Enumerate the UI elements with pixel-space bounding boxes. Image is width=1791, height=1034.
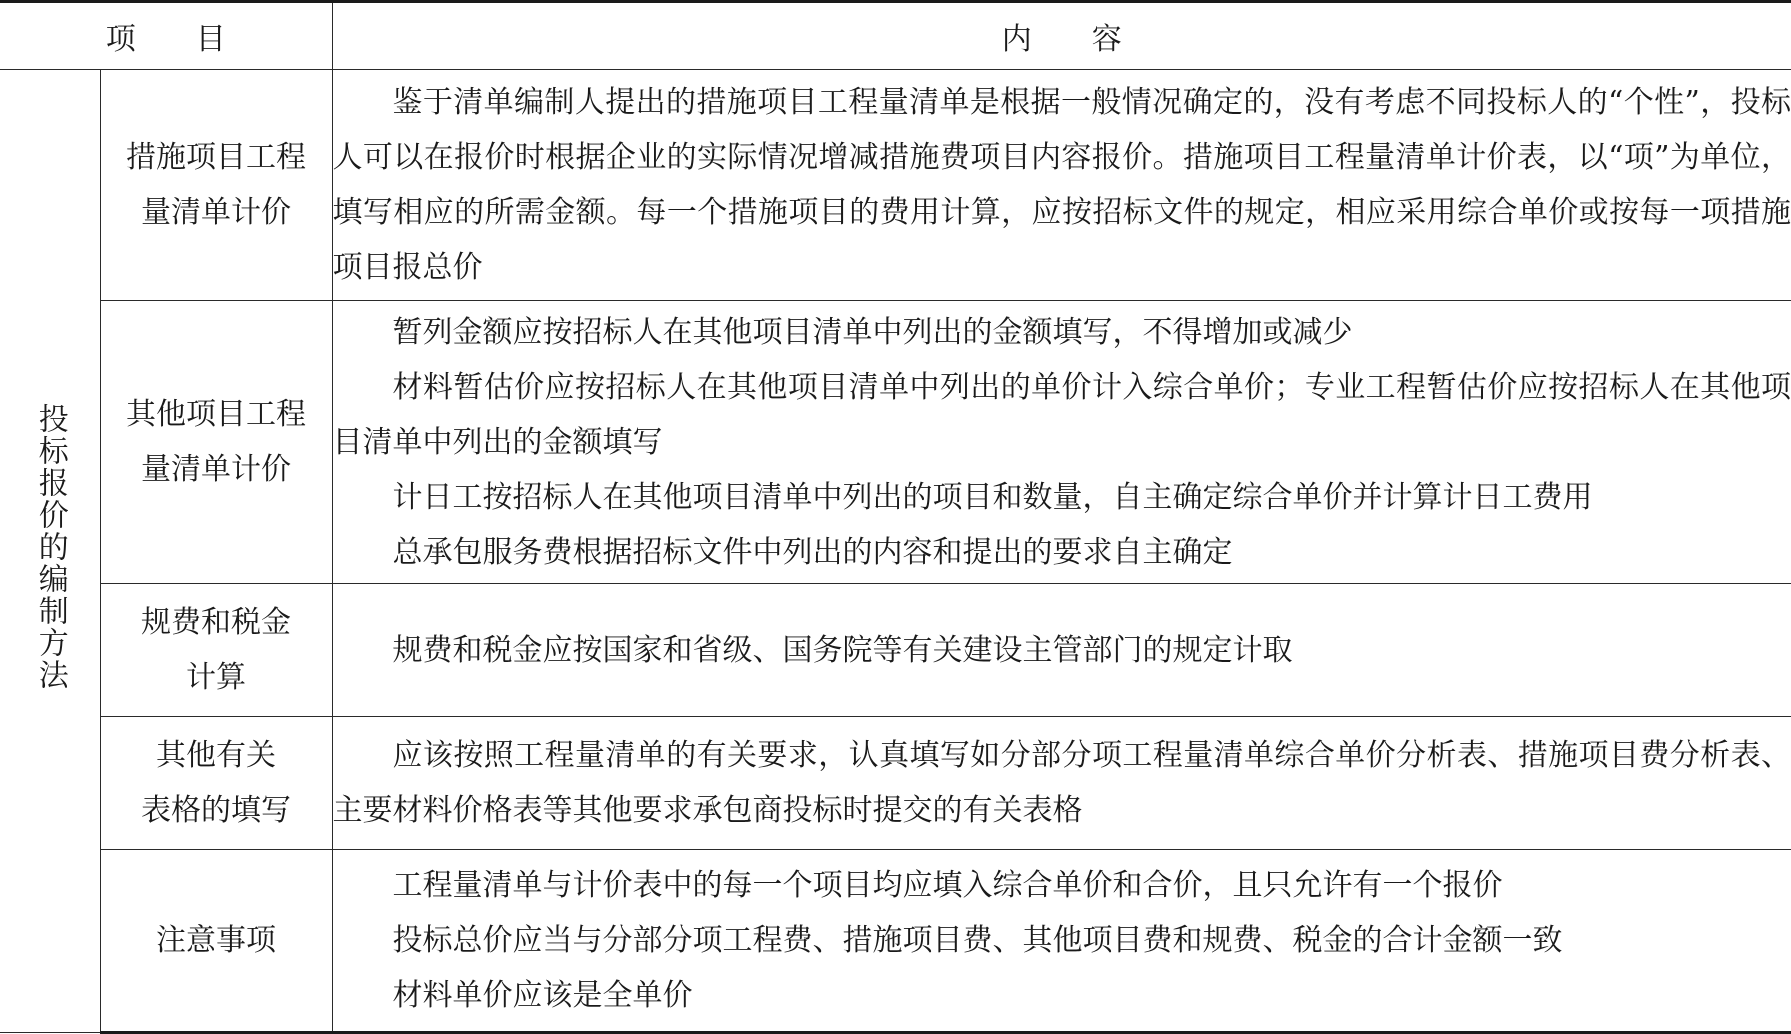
- row-item-cell: [100, 301, 332, 584]
- content-paragraph: 工程量清单与计价表中的每一个项目均应填入综合单价和合价，且只允许有一个报价: [333, 858, 1791, 913]
- content-paragraph: 鉴于清单编制人提出的措施项目工程量清单是根据一般情况确定的，没有考虑不同投标人的“个性”，投标人可以在报价时根据企业的实际情况增减措施费项目内容报价。措施项目工程量清单计价表，以“项”为单位，填写相应的所需金额。每一个措施项目的费用计算，应按招标文件的规定，相应采用综合单价或按每一项措施项目报总价: [333, 75, 1791, 295]
- row-item-cell: [100, 70, 332, 301]
- header-row: [0, 2, 1791, 70]
- row-item-label: 其他项目工程: [126, 397, 306, 432]
- row-content-cell: [332, 70, 1791, 301]
- header-item-char: 目: [196, 22, 226, 57]
- content-paragraph: 材料单价应该是全单价: [333, 968, 1791, 1023]
- row-item-cell: [100, 850, 332, 1033]
- row-item-label: 量清单计价: [141, 195, 291, 230]
- row-content-cell: [332, 717, 1791, 850]
- content-paragraph: 计日工按招标人在其他项目清单中列出的项目和数量，自主确定综合单价并计算计日工费用: [333, 470, 1791, 525]
- table-row: [0, 850, 1791, 1033]
- content-paragraph: 总承包服务费根据招标文件中列出的内容和提出的要求自主确定: [333, 525, 1791, 580]
- row-item-label: 措施项目工程: [126, 140, 306, 175]
- table-row: [0, 717, 1791, 850]
- row-item-label: 表格的填写: [141, 793, 291, 828]
- header-content: [332, 2, 1791, 70]
- row-item-cell: [100, 717, 332, 850]
- row-item-label: 计算: [186, 660, 246, 695]
- header-content-char: 内: [1002, 22, 1032, 57]
- row-content-cell: [332, 301, 1791, 584]
- content-paragraph: 投标总价应当与分部分项工程费、措施项目费、其他项目费和规费、税金的合计金额一致: [333, 913, 1791, 968]
- content-paragraph: 规费和税金应按国家和省级、国务院等有关建设主管部门的规定计取: [333, 623, 1791, 678]
- category-label: 投标报价的编制方法: [35, 403, 65, 691]
- header-content-char: 容: [1092, 22, 1122, 57]
- table-row: [0, 70, 1791, 301]
- table-row: [0, 301, 1791, 584]
- row-content-cell: [332, 584, 1791, 717]
- content-paragraph: 应该按照工程量清单的有关要求，认真填写如分部分项工程量清单综合单价分析表、措施项目费分析表、主要材料价格表等其他要求承包商投标时提交的有关表格: [333, 728, 1791, 838]
- table-row: [0, 584, 1791, 717]
- row-item-label: 注意事项: [156, 923, 276, 958]
- content-paragraph: 暂列金额应按招标人在其他项目清单中列出的金额填写，不得增加或减少: [333, 305, 1791, 360]
- row-content-cell: [332, 850, 1791, 1033]
- category-cell: [0, 70, 100, 1033]
- row-item-label: 其他有关: [156, 738, 276, 773]
- content-paragraph: 材料暂估价应按招标人在其他项目清单中列出的单价计入综合单价；专业工程暂估价应按招标人在其他项目清单中列出的金额填写: [333, 360, 1791, 470]
- header-item-char: 项: [106, 22, 136, 57]
- row-item-label: 规费和税金: [141, 605, 291, 640]
- header-item: [0, 2, 332, 70]
- row-item-cell: [100, 584, 332, 717]
- row-item-label: 量清单计价: [141, 452, 291, 487]
